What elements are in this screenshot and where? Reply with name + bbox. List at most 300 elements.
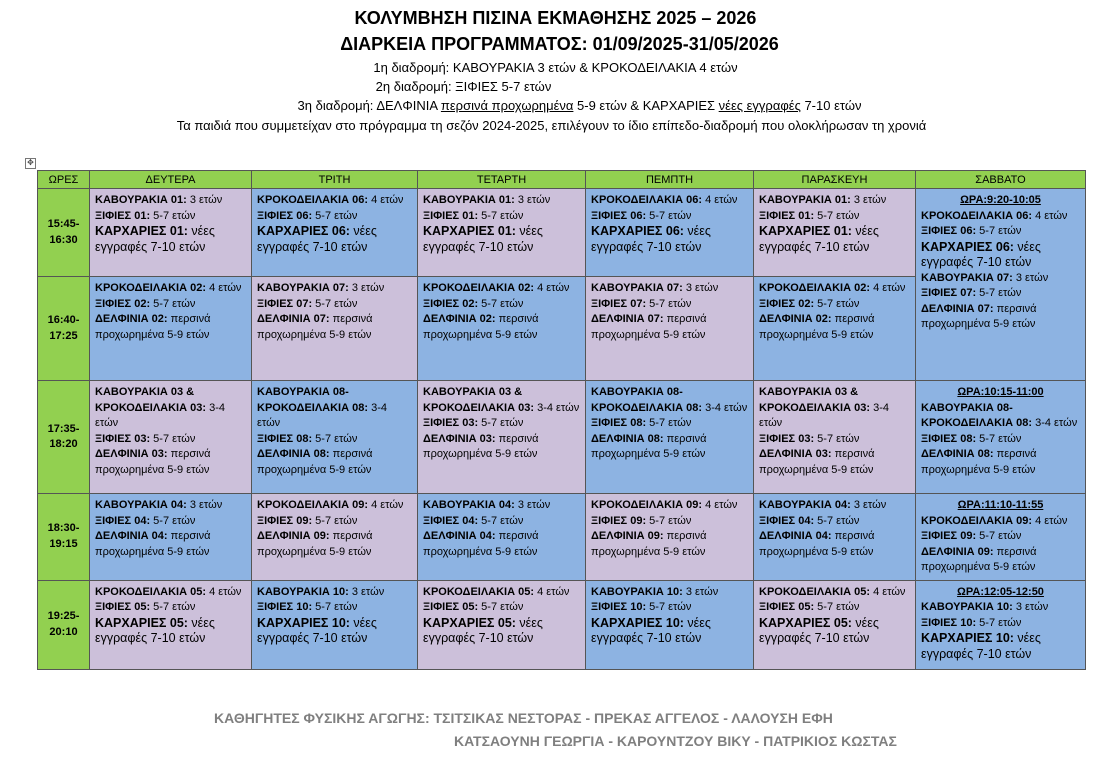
group-details: 3 ετών xyxy=(1012,601,1049,613)
class-line xyxy=(591,416,748,432)
group-name: ΔΕΛΦΙΝΙΑ 08: xyxy=(257,448,330,460)
class-line xyxy=(591,529,748,545)
group-name: ΞΙΦΙΕΣ 08: xyxy=(591,417,647,429)
group-details: προχωρημένα 5-9 ετών xyxy=(921,463,1036,476)
class-line xyxy=(591,193,748,209)
group-name: ΚΑΒΟΥΡΑΚΙΑ 04: xyxy=(423,499,515,511)
group-name: ΔΕΛΦΙΝΙΑ 03: xyxy=(759,448,832,460)
class-line xyxy=(423,193,580,209)
group-details: 5-7 ετών xyxy=(646,209,692,222)
class-line xyxy=(423,600,580,616)
group-name: ΚΑΒΟΥΡΑΚΙΑ 07: xyxy=(257,282,349,294)
group-details: περσινά xyxy=(495,432,539,445)
class-line xyxy=(921,647,1080,663)
class-line xyxy=(423,209,580,225)
schedule-cell xyxy=(90,189,252,277)
class-line xyxy=(921,545,1080,561)
group-details: 4 ετών xyxy=(870,282,906,294)
class-line xyxy=(921,401,1080,432)
route-3-part: 7-10 ετών xyxy=(800,98,862,113)
group-details: 4 ετών xyxy=(206,282,242,294)
group-details: νέες xyxy=(851,615,879,630)
teachers-line-1: ΚΑΘΗΓΗΤΕΣ ΦΥΣΙΚΗΣ ΑΓΩΓΗΣ: ΤΣΙΤΣΙΚΑΣ ΝΕΣΤΟΡΑΣ - ΠΡΕΚΑΣ ΑΓΓΕΛΟΣ - ΛΑΛΟΥΣΗ ΕΦΗ xyxy=(214,710,833,726)
group-name: ΚΡΟΚΟΔΕΙΛΑΚΙΑ 09: xyxy=(921,514,1033,527)
group-name: ΚΑΒΟΥΡΑΚΙΑ 10: xyxy=(591,585,683,598)
class-line xyxy=(257,545,412,561)
group-details: προχωρημένα 5-9 ετών xyxy=(423,448,538,460)
class-line xyxy=(95,514,246,530)
group-name: ΚΡΟΚΟΔΕΙΛΑΚΙΑ 06: xyxy=(921,209,1033,222)
schedule-cell xyxy=(252,189,418,277)
group-details: εγγραφές 7-10 ετών xyxy=(95,239,206,254)
class-line xyxy=(591,514,748,530)
group-details: περσινά xyxy=(167,313,211,325)
class-line xyxy=(921,432,1080,448)
group-details: προχωρημένα 5-9 ετών xyxy=(591,545,706,558)
class-line xyxy=(257,328,412,344)
group-name: ΔΕΛΦΙΝΙΑ 02: xyxy=(759,313,832,325)
class-line xyxy=(257,498,412,514)
class-line xyxy=(257,463,412,479)
class-line xyxy=(95,281,246,297)
group-details: 5-7 ετών xyxy=(976,530,1022,542)
class-line xyxy=(921,447,1080,463)
group-name: ΚΑΡΧΑΡΙΕΣ 01: xyxy=(95,224,188,238)
group-name: ΞΙΦΙΕΣ 01: xyxy=(423,209,479,222)
group-details: νέες xyxy=(1013,239,1041,254)
column-header: ΣΑΒΒΑΤΟ xyxy=(916,171,1086,189)
group-details: περσινά xyxy=(167,530,211,542)
class-line xyxy=(95,224,246,240)
group-details: περσινά xyxy=(831,448,875,460)
group-details: 5-7 ετών xyxy=(478,514,524,527)
class-line xyxy=(423,281,580,297)
class-line xyxy=(423,297,580,313)
group-details: 5-7 ετών xyxy=(976,225,1022,237)
group-name: ΞΙΦΙΕΣ 09: xyxy=(257,514,313,527)
schedule-cell xyxy=(754,381,916,494)
group-details: περσινά xyxy=(831,313,875,325)
group-name: ΚΡΟΚΟΔΕΙΛΑΚΙΑ 05: xyxy=(423,585,535,598)
group-details: 5-7 ετών xyxy=(312,514,358,527)
page-title: ΚΟΛΥΜΒΗΣΗ ΠΙΣΙΝΑ ΕΚΜΑΘΗΣΗΣ 2025 – 2026 xyxy=(354,8,757,28)
schedule-cell xyxy=(586,580,754,669)
group-details: περσινά xyxy=(831,530,875,542)
class-line xyxy=(591,498,748,514)
schedule-cell xyxy=(252,277,418,381)
group-details: νέες xyxy=(349,224,377,238)
group-name: ΔΕΛΦΙΝΙΑ 04: xyxy=(95,530,168,542)
schedule-table xyxy=(37,170,1086,670)
group-details: 5-7 ετών xyxy=(478,297,524,310)
group-details: περσινά xyxy=(329,313,373,325)
group-details: περσινά xyxy=(663,530,707,542)
class-line xyxy=(921,317,1080,333)
class-line xyxy=(257,281,412,297)
group-name: ΞΙΦΙΕΣ 04: xyxy=(423,514,479,527)
saturday-time: ΩΡΑ:10:15-11:00 xyxy=(957,386,1044,398)
group-name: ΚΑΡΧΑΡΙΕΣ 06: xyxy=(257,224,350,238)
schedule-cell xyxy=(418,580,586,669)
group-details: 5-7 ετών xyxy=(976,287,1022,299)
group-details: περσινά xyxy=(495,313,539,325)
table-row xyxy=(38,189,1086,277)
class-line xyxy=(95,193,246,209)
group-details: προχωρημένα 5-9 ετών xyxy=(423,328,538,341)
group-details: προχωρημένα 5-9 ετών xyxy=(257,545,372,558)
class-line xyxy=(95,385,246,432)
class-line xyxy=(591,616,748,632)
table-move-handle-icon[interactable]: ✥ xyxy=(25,158,36,169)
class-line xyxy=(591,297,748,313)
group-details: 3 ετών xyxy=(682,585,719,598)
group-details: προχωρημένα 5-9 ετών xyxy=(257,463,372,476)
group-name: ΚΑΡΧΑΡΙΕΣ 01: xyxy=(759,224,852,238)
group-details: 5-7 ετών xyxy=(814,601,860,613)
group-details: εγγραφές 7-10 ετών xyxy=(921,255,1032,269)
group-details: 5-7 ετών xyxy=(814,432,860,445)
group-name: ΞΙΦΙΕΣ 10: xyxy=(591,601,647,613)
class-line xyxy=(257,514,412,530)
group-name: ΞΙΦΙΕΣ 02: xyxy=(423,297,479,310)
class-line xyxy=(257,631,412,647)
group-details: 5-7 ετών xyxy=(150,297,196,310)
class-line xyxy=(257,616,412,632)
group-name: ΚΑΒΟΥΡΑΚΙΑ 01: xyxy=(759,194,851,206)
group-details: 3-4 ετών xyxy=(702,401,748,414)
class-line xyxy=(95,463,246,479)
group-details: εγγραφές 7-10 ετών xyxy=(591,239,702,254)
group-name: ΚΑΡΧΑΡΙΕΣ 05: xyxy=(95,615,188,630)
group-name: ΚΡΟΚΟΔΕΙΛΑΚΙΑ 02: xyxy=(95,282,207,294)
time-slot: 15:45-16:30 xyxy=(38,189,90,277)
group-details: 5-7 ετών xyxy=(976,432,1022,445)
class-line xyxy=(423,385,580,416)
group-details: προχωρημένα 5-9 ετών xyxy=(591,448,706,460)
group-name: ΞΙΦΙΕΣ 06: xyxy=(591,209,647,222)
route-3-underlined: περσινά προχωρημένα xyxy=(440,98,574,113)
class-line xyxy=(95,600,246,616)
group-name: ΞΙΦΙΕΣ 09: xyxy=(591,514,647,527)
teachers-line-2: ΚΑΤΣΑΟΥΝΗ ΓΕΩΡΓΙΑ - ΚΑΡΟΥΝΤΖΟΥ ΒΙΚΥ - ΠΑΤΡΙΚΙΟΣ ΚΩΣΤΑΣ xyxy=(454,733,897,749)
schedule-cell xyxy=(754,277,916,381)
schedule-cell xyxy=(90,494,252,581)
group-details: προχωρημένα 5-9 ετών xyxy=(423,545,538,558)
group-name: ΞΙΦΙΕΣ 04: xyxy=(759,514,815,527)
class-line xyxy=(423,585,580,601)
class-line xyxy=(759,514,910,530)
class-line xyxy=(423,447,580,463)
group-details: περσινά xyxy=(495,530,539,542)
group-name: ΞΙΦΙΕΣ 03: xyxy=(95,432,151,445)
group-details: 3 ετών xyxy=(850,499,887,511)
group-details: εγγραφές 7-10 ετών xyxy=(591,631,702,645)
group-details: 4 ετών xyxy=(1032,514,1068,527)
class-line xyxy=(591,631,748,647)
table-row xyxy=(38,580,1086,669)
group-details: προχωρημένα 5-9 ετών xyxy=(759,545,874,558)
class-line xyxy=(95,297,246,313)
group-name: ΚΑΒΟΥΡΑΚΙΑ 07: xyxy=(591,282,683,294)
group-name: ΔΕΛΦΙΝΙΑ 07: xyxy=(591,313,664,325)
group-name: ΚΑΡΧΑΡΙΕΣ 05: xyxy=(423,615,516,630)
group-name: ΞΙΦΙΕΣ 07: xyxy=(591,297,647,310)
class-line xyxy=(921,560,1080,576)
schedule-cell xyxy=(252,381,418,494)
group-details: εγγραφές 7-10 ετών xyxy=(423,239,534,254)
column-header: ΠΕΜΠΤΗ xyxy=(586,171,754,189)
class-line xyxy=(591,281,748,297)
group-name: ΚΑΒΟΥΡΑΚΙΑ 10: xyxy=(921,601,1013,613)
group-details: 3-4 ετών xyxy=(257,401,387,429)
class-line xyxy=(921,224,1080,240)
schedule-cell xyxy=(586,189,754,277)
group-details: 4 ετών xyxy=(534,585,570,598)
class-line xyxy=(257,432,412,448)
group-name: ΔΕΛΦΙΝΙΑ 03: xyxy=(95,448,168,460)
group-name: ΚΡΟΚΟΔΕΙΛΑΚΙΑ 05: xyxy=(759,585,871,598)
group-name: ΞΙΦΙΕΣ 08: xyxy=(257,432,313,445)
group-name: ΞΙΦΙΕΣ 05: xyxy=(759,601,815,613)
group-name: ΔΕΛΦΙΝΙΑ 04: xyxy=(759,530,832,542)
class-line xyxy=(423,328,580,344)
group-details: νέες xyxy=(349,615,377,630)
column-header: ΔΕΥΤΕΡΑ xyxy=(90,171,252,189)
class-line xyxy=(257,312,412,328)
group-name: ΚΡΟΚΟΔΕΙΛΑΚΙΑ 09: xyxy=(591,499,703,511)
class-line xyxy=(423,224,580,240)
group-name: ΚΑΒΟΥΡΑΚΙΑ 04: xyxy=(95,499,187,511)
group-details: προχωρημένα 5-9 ετών xyxy=(95,545,210,558)
group-details: περσινά xyxy=(663,313,707,325)
table-row xyxy=(38,494,1086,581)
group-details: εγγραφές 7-10 ετών xyxy=(95,631,206,645)
group-details: 5-7 ετών xyxy=(814,297,860,310)
group-details: προχωρημένα 5-9 ετών xyxy=(95,463,210,476)
group-name: ΔΕΛΦΙΝΙΑ 07: xyxy=(257,313,330,325)
schedule-cell xyxy=(252,580,418,669)
time-slot: 18:30-19:15 xyxy=(38,494,90,581)
class-line xyxy=(591,328,748,344)
group-details: 3 ετών xyxy=(186,499,223,511)
group-name: ΚΡΟΚΟΔΕΙΛΑΚΙΑ 06: xyxy=(257,194,369,206)
group-details: 4 ετών xyxy=(1032,209,1068,222)
group-name: ΞΙΦΙΕΣ 03: xyxy=(423,417,479,429)
group-details: περσινά xyxy=(167,448,211,460)
schedule-cell xyxy=(90,580,252,669)
group-details: 5-7 ετών xyxy=(646,514,692,527)
group-details: 4 ετών xyxy=(206,585,242,598)
class-line xyxy=(423,514,580,530)
route-3-underlined: νέες εγγραφές xyxy=(718,98,801,113)
group-name: ΚΡΟΚΟΔΕΙΛΑΚΙΑ 09: xyxy=(257,499,369,511)
group-details: περσινά xyxy=(329,448,373,460)
group-name: ΔΕΛΦΙΝΙΑ 09: xyxy=(257,530,330,542)
class-line xyxy=(591,240,748,256)
group-name: ΔΕΛΦΙΝΙΑ 08: xyxy=(921,448,994,460)
class-line xyxy=(591,447,748,463)
group-name: ΚΑΡΧΑΡΙΕΣ 06: xyxy=(921,239,1014,254)
group-name: ΞΙΦΙΕΣ 01: xyxy=(95,209,151,222)
class-line xyxy=(591,224,748,240)
class-line xyxy=(257,447,412,463)
class-line xyxy=(95,432,246,448)
group-details: 3 ετών xyxy=(186,194,223,206)
group-name: ΚΑΡΧΑΡΙΕΣ 05: xyxy=(759,615,852,630)
group-details: περσινά xyxy=(993,448,1037,460)
group-details: προχωρημένα 5-9 ετών xyxy=(257,328,372,341)
group-details: νέες xyxy=(1013,631,1041,645)
class-line xyxy=(921,286,1080,302)
group-name: ΞΙΦΙΕΣ 06: xyxy=(921,225,977,237)
group-details: περσινά xyxy=(329,530,373,542)
schedule-cell xyxy=(90,381,252,494)
group-details: 5-7 ετών xyxy=(478,601,524,613)
group-details: εγγραφές 7-10 ετών xyxy=(257,631,368,645)
group-name: ΞΙΦΙΕΣ 09: xyxy=(921,530,977,542)
schedule-cell xyxy=(754,580,916,669)
group-name: ΚΑΒΟΥΡΑΚΙΑ 07: xyxy=(921,271,1013,284)
class-line xyxy=(95,240,246,256)
class-line xyxy=(921,631,1080,647)
header-row xyxy=(38,171,1086,189)
schedule-cell xyxy=(418,381,586,494)
group-details: 3 ετών xyxy=(514,499,551,511)
saturday-time: ΩΡΑ:9:20-10:05 xyxy=(960,194,1041,206)
group-name: ΚΑΒΟΥΡΑΚΙΑ 08- ΚΡΟΚΟΔΕΙΛΑΚΙΑ 08: xyxy=(591,386,703,414)
group-details: προχωρημένα 5-9 ετών xyxy=(591,328,706,341)
class-line xyxy=(423,631,580,647)
group-name: ΚΑΒΟΥΡΑΚΙΑ 08- ΚΡΟΚΟΔΕΙΛΑΚΙΑ 08: xyxy=(257,386,369,414)
group-details: νέες xyxy=(515,224,543,238)
group-name: ΔΕΛΦΙΝΙΑ 04: xyxy=(423,530,496,542)
class-line xyxy=(257,240,412,256)
group-details: προχωρημένα 5-9 ετών xyxy=(95,328,210,341)
group-name: ΞΙΦΙΕΣ 01: xyxy=(759,209,815,222)
group-details: 4 ετών xyxy=(368,194,404,206)
group-details: 5-7 ετών xyxy=(646,417,692,429)
group-details: περσινά xyxy=(993,545,1037,558)
class-line xyxy=(759,312,910,328)
class-line xyxy=(95,545,246,561)
class-line xyxy=(591,432,748,448)
group-details: 3 ετών xyxy=(1012,271,1049,284)
class-line xyxy=(759,209,910,225)
group-name: ΞΙΦΙΕΣ 05: xyxy=(95,601,151,613)
saturday-time: ΩΡΑ:11:10-11:55 xyxy=(957,499,1044,511)
schedule-cell xyxy=(418,189,586,277)
group-details: εγγραφές 7-10 ετών xyxy=(257,239,368,254)
class-line xyxy=(759,224,910,240)
group-name: ΔΕΛΦΙΝΙΑ 02: xyxy=(423,313,496,325)
column-header: ΩΡΕΣ xyxy=(38,171,90,189)
group-name: ΞΙΦΙΕΣ 10: xyxy=(257,601,313,613)
group-name: ΞΙΦΙΕΣ 06: xyxy=(257,209,313,222)
class-line xyxy=(759,281,910,297)
group-details: 3-4 ετών xyxy=(95,401,225,429)
class-line xyxy=(423,616,580,632)
group-name: ΔΕΛΦΙΝΙΑ 09: xyxy=(921,545,994,558)
group-details: 3-4 ετών xyxy=(534,401,580,414)
group-details: 3 ετών xyxy=(348,585,385,598)
schedule-cell xyxy=(90,277,252,381)
group-name: ΚΑΒΟΥΡΑΚΙΑ 04: xyxy=(759,499,851,511)
group-details: 3 ετών xyxy=(348,282,385,294)
class-line xyxy=(591,545,748,561)
group-details: 5-7 ετών xyxy=(478,209,524,222)
group-details: νέες xyxy=(683,224,711,238)
schedule-cell xyxy=(418,494,586,581)
class-line xyxy=(759,385,910,432)
group-details: 5-7 ετών xyxy=(312,601,358,613)
note: Τα παιδιά που συμμετείχαν στο πρόγραμμα τη σεζόν 2024-2025, επιλέγουν το ίδιο επίπεδο-διαδρομή που ολοκλήρωσαν τη χρονιά xyxy=(176,118,927,133)
group-details: 5-7 ετών xyxy=(312,297,358,310)
route-2: 2η διαδρομή: ΞΙΦΙΕΣ 5-7 ετών xyxy=(375,79,552,94)
group-name: ΚΑΡΧΑΡΙΕΣ 10: xyxy=(921,631,1014,645)
route-3-part: 5-9 ετών & ΚΑΡΧΑΡΙΕΣ xyxy=(573,98,719,113)
group-name: ΚΡΟΚΟΔΕΙΛΑΚΙΑ 05: xyxy=(95,585,207,598)
group-name: ΚΑΒΟΥΡΑΚΙΑ 03 & ΚΡΟΚΟΔΕΙΛΑΚΙΑ 03: xyxy=(423,386,535,414)
group-details: 5-7 ετών xyxy=(312,209,358,222)
saturday-cell xyxy=(916,189,1086,381)
group-details: προχωρημένα 5-9 ετών xyxy=(921,561,1036,573)
route-3-part: 3η διαδρομή: ΔΕΛΦΙΝΙΑ xyxy=(297,98,441,113)
group-details: εγγραφές 7-10 ετών xyxy=(423,631,534,645)
class-line xyxy=(423,312,580,328)
group-details: νέες xyxy=(187,615,215,630)
group-details: 3-4 ετών xyxy=(759,401,889,429)
schedule-cell xyxy=(586,277,754,381)
group-details: 3 ετών xyxy=(850,194,887,206)
group-name: ΚΑΒΟΥΡΑΚΙΑ 08- ΚΡΟΚΟΔΕΙΛΑΚΙΑ 08: xyxy=(921,401,1033,429)
saturday-cell xyxy=(916,494,1086,581)
class-line xyxy=(591,585,748,601)
class-line xyxy=(759,463,910,479)
group-details: εγγραφές 7-10 ετών xyxy=(759,631,870,645)
class-line xyxy=(591,600,748,616)
class-line xyxy=(759,193,910,209)
class-line xyxy=(423,240,580,256)
class-line xyxy=(95,631,246,647)
group-details: προχωρημένα 5-9 ετών xyxy=(759,463,874,476)
class-line xyxy=(759,240,910,256)
class-line xyxy=(95,616,246,632)
time-slot: 17:35-18:20 xyxy=(38,381,90,494)
group-details: 4 ετών xyxy=(870,585,906,598)
group-name: ΚΑΒΟΥΡΑΚΙΑ 01: xyxy=(95,194,187,206)
route-1: 1η διαδρομή: ΚΑΒΟΥΡΑΚΙΑ 3 ετών & ΚΡΟΚΟΔΕΙΛΑΚΙΑ 4 ετών xyxy=(373,60,738,75)
group-name: ΞΙΦΙΕΣ 07: xyxy=(921,287,977,299)
class-line xyxy=(759,585,910,601)
column-header: ΠΑΡΑΣΚΕΥΗ xyxy=(754,171,916,189)
class-line xyxy=(921,616,1080,632)
group-name: ΚΑΒΟΥΡΑΚΙΑ 03 & ΚΡΟΚΟΔΕΙΛΑΚΙΑ 03: xyxy=(95,386,207,414)
group-details: 3-4 ετών xyxy=(1032,417,1078,429)
group-name: ΚΑΡΧΑΡΙΕΣ 06: xyxy=(591,224,684,238)
class-line xyxy=(759,600,910,616)
class-line xyxy=(257,297,412,313)
class-line xyxy=(423,529,580,545)
group-name: ΞΙΦΙΕΣ 03: xyxy=(759,432,815,445)
class-line xyxy=(921,255,1080,271)
group-name: ΚΡΟΚΟΔΕΙΛΑΚΙΑ 02: xyxy=(423,282,535,294)
class-line xyxy=(759,328,910,344)
class-line xyxy=(759,447,910,463)
group-details: 5-7 ετών xyxy=(814,514,860,527)
group-details: προχωρημένα 5-9 ετών xyxy=(921,318,1036,330)
class-line xyxy=(257,224,412,240)
class-line xyxy=(759,545,910,561)
